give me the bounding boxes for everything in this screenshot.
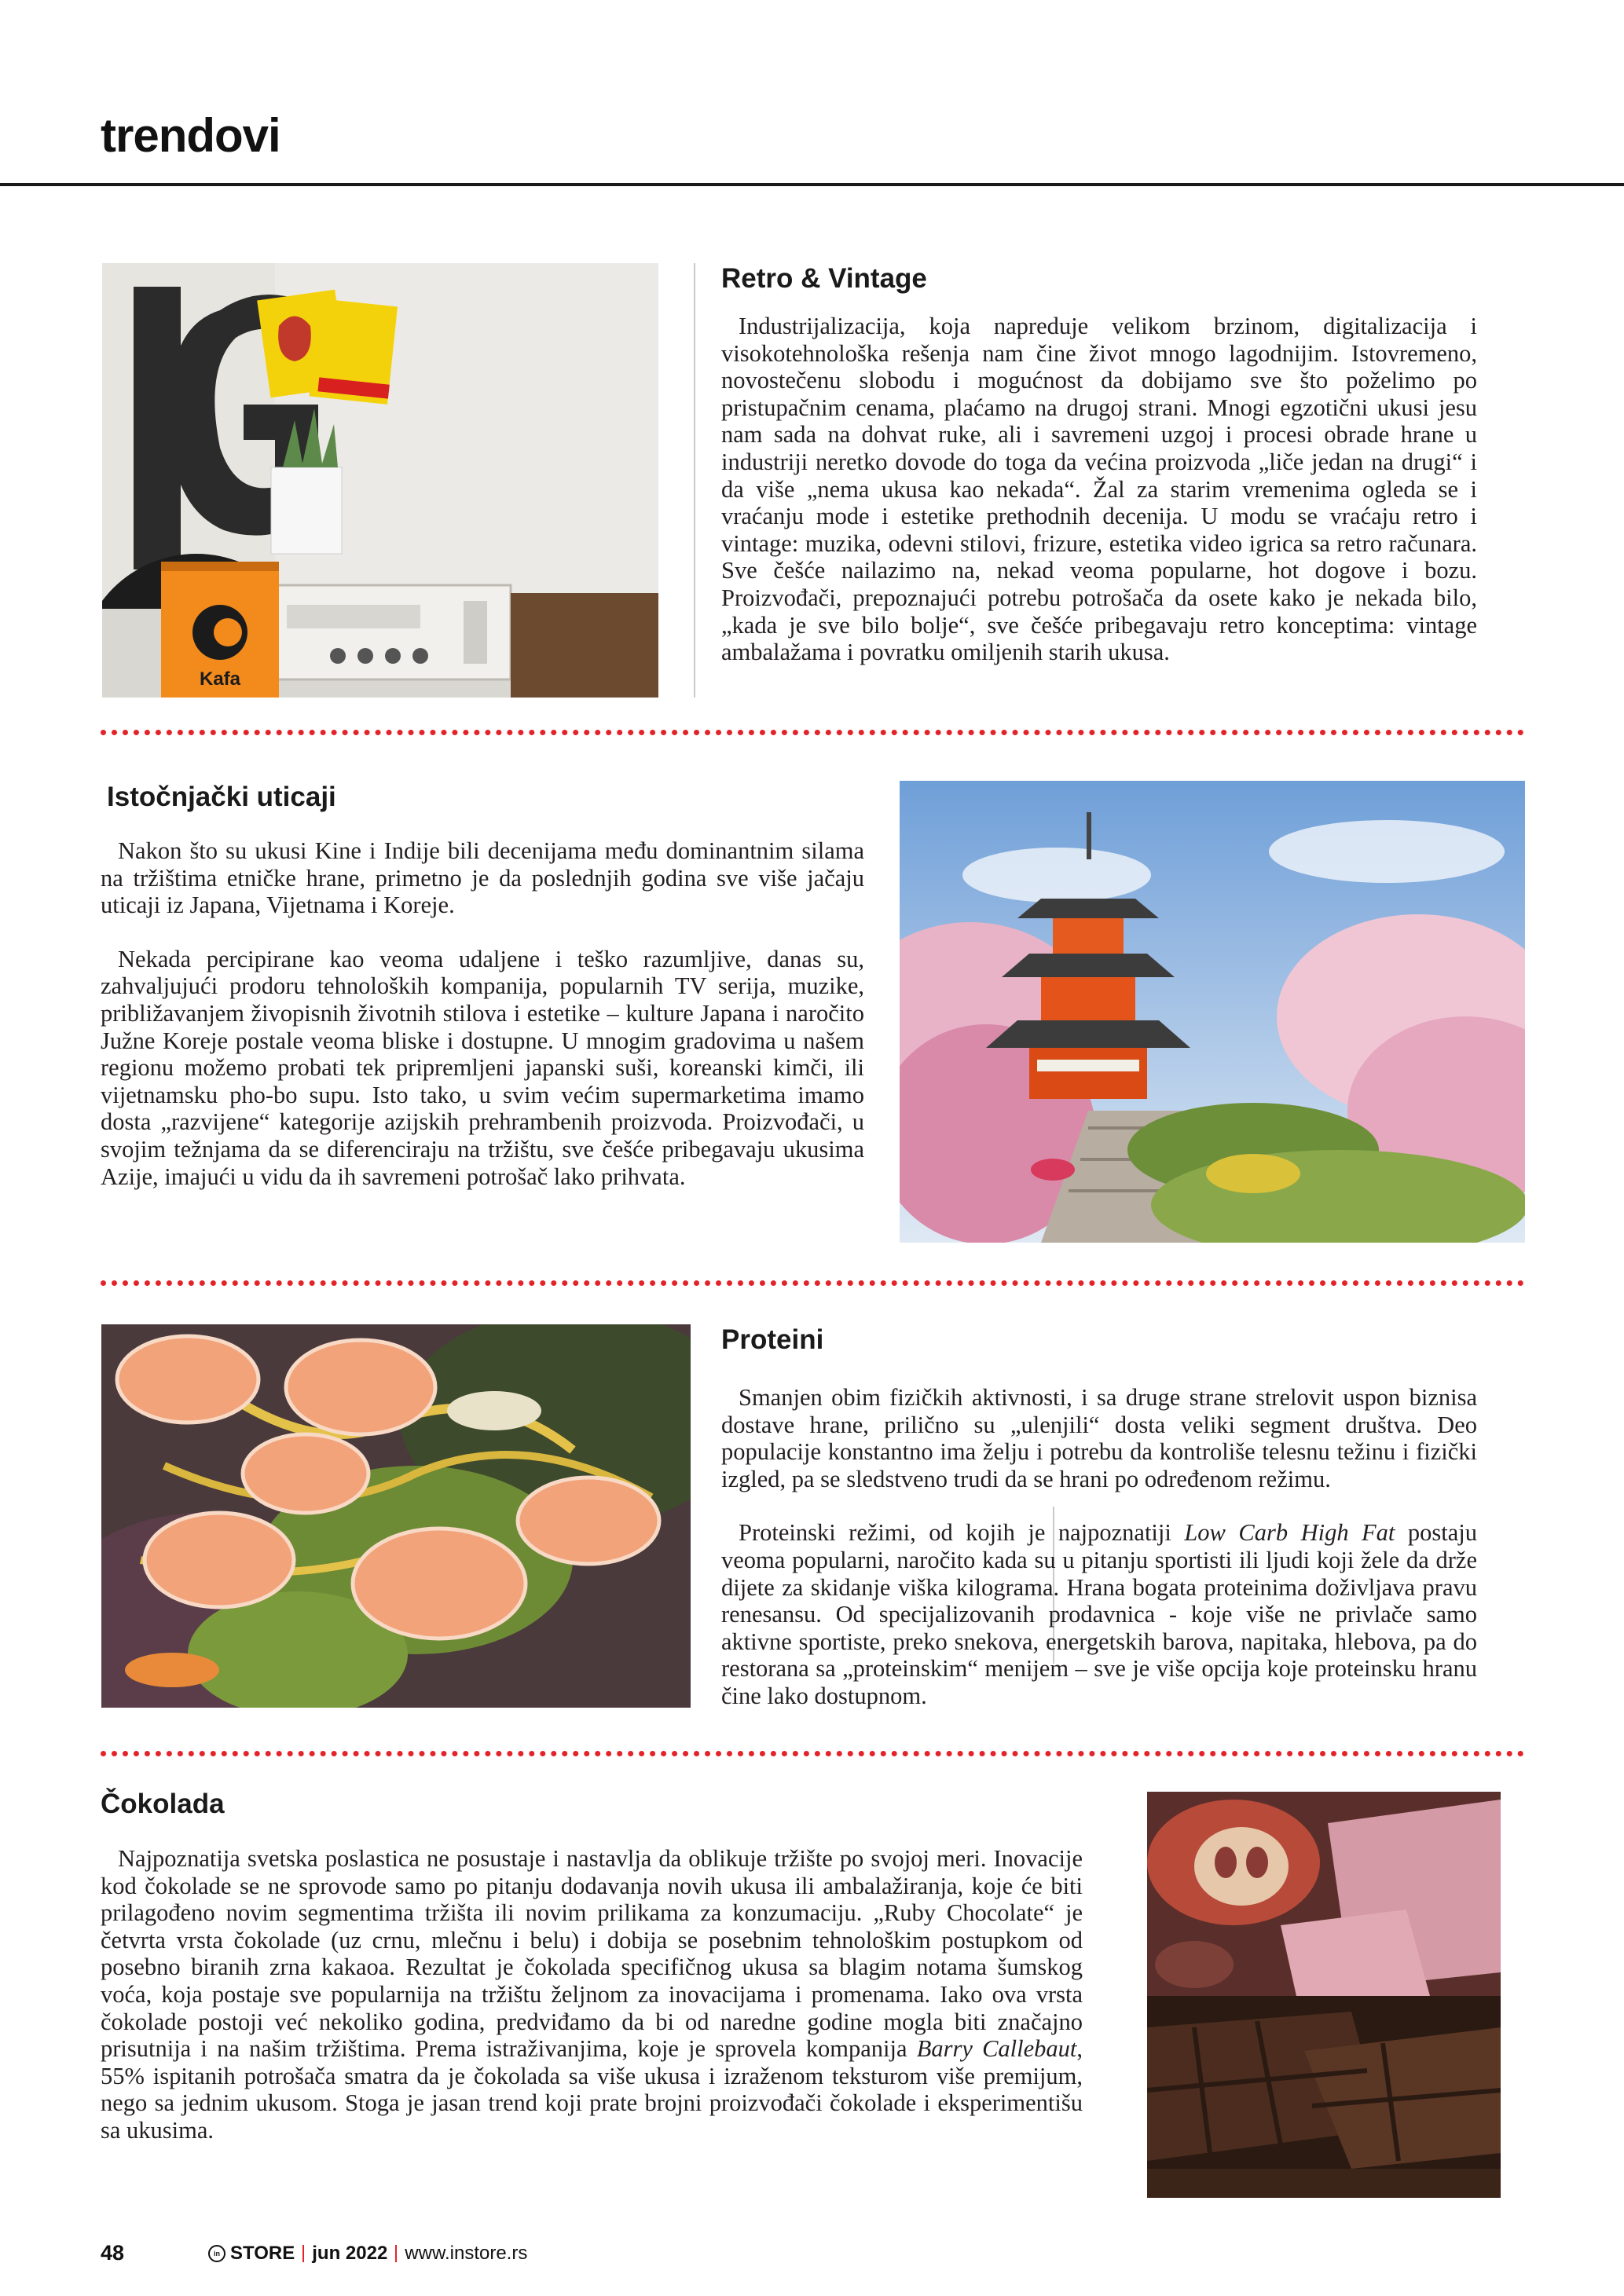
pagoda-photo (900, 781, 1525, 1243)
section-divider-3 (101, 1751, 1524, 1756)
footer-brand-name: STORE (230, 2243, 295, 2264)
footer-website[interactable]: www.instore.rs (405, 2243, 528, 2264)
eastern-paragraph-2: Nekada percipirane kao veoma udaljene i teško razumljive, danas su, zahvaljujući prodoru tehnoloških kompanija, popularnih TV serija, muzike, približavanjem živopisnih životnih stilova i estetike – kulture Japana i naročito Južne Koreje postale veoma bliske i dostupne. U mnogim gradovima u našem regionu možemo probati tek pripremljeni japanski suši, koreanski kimči, ili vijetnamsku pho-bo supu. Isto tako, u svim većim supermarketima imamo dosta „razvijene“ kategorije azijskih prehrambenih proizvoda. Proizvođači, u svojim težnjama da se diferenciraju na tržištu, sve češće pribegavaju ukusima Azije, imajući u vidu da ih savremeni potrošač lako prihvata. (101, 945, 864, 1190)
chocolate-p1-italic: Barry Callebaut (916, 2035, 1077, 2063)
chocolate-p1-before: Najpoznatija svetska poslastica ne posustaje i nastavlja da oblikuje tržište po svojoj meri. Inovacije kod čokolade se ne sprovode samo po pitanju dodavanja novih ukusa ili ambalažiranja, koje će biti prilagođeno novim segmentima tržišta ili novim prilikama za konzumaciju. „Ruby Chocolate“ je četvrta vrsta čokolade (uz crnu, mlečnu i belu) i dobija se posebnim tehnološkim postupkom od posebno biranih zrna kakaoa. Rezultat je čokolada specifičnog ukusa sa blagim notama šumskog voća, koja postaje sve popularnija na tržištu željnom za inovacijama i promenama. Iako ova vrsta čokolade postoji već nekoliko godina, predviđamo da bi od naredne godine mogla biti značajno prisutnija i na našim tržištima. Prema istraživanjima, koje je sprovela kompanija (101, 1845, 1083, 2063)
shrimp-salad-photo (101, 1324, 691, 1708)
eastern-title: Istočnjački uticaji (107, 782, 336, 812)
proteins-p2-after: postaju veoma popularni, naročito kada su u pitanju sportisti ili ljudi koji žele da drže dijete za skidanje viška kilograma. Hrana bogata proteinima doživljava pravu renesansu. Od specijalizovanih prodavnica - koje više ne privlače samo aktivne sportiste, preko snekova, energetskih barova, napitaka, hlebova, pa do restorana sa „proteinskim“ menijem – sve je više opcija koje proteinsku hranu čine lako dostupnom. (721, 1519, 1477, 1709)
page-number: 48 (101, 2241, 125, 2265)
chocolate-p1-after: , 55% ispitanih potrošača smatra da je čokolada sa više ukusa i izraženom teksturom više premijum, nego sa jednim ukusom. Stoga je jasan trend koji prate brojni proizvođači čokolade i eksperimentišu sa ukusima. (101, 2035, 1083, 2144)
chocolate-paragraph-1 (101, 1845, 1083, 2144)
eastern-paragraph-1: Nakon što su ukusi Kine i Indije bili decenijama među dominantnim silama na tržištima etničke hrane, primetno je da poslednjih godina sve više jačaju uticaji iz Japana, Vijetnama i Koreje. (101, 837, 864, 919)
retro-title: Retro & Vintage (721, 263, 927, 294)
footer-separator-2 (395, 2245, 397, 2262)
retro-shelf-photo (102, 263, 658, 698)
eastern-body (101, 837, 864, 1217)
proteins-p2-before: Proteinski režimi, od kojih je najpoznatiji (739, 1519, 1185, 1547)
proteins-title: Proteini (721, 1324, 824, 1355)
footer-separator (302, 2245, 304, 2262)
proteins-paragraph-1: Smanjen obim fizičkih aktivnosti, i sa druge strane strelovit uspon biznisa dostave hrane, prilično su „ulenjili“ dosta veliki segment društva. Deo populacije konstantno ima želju i potrebu da kontroliše telesnu težinu i fizički izgled, pa se sledstveno trudi da se hrani po određenom režimu. (721, 1384, 1477, 1492)
svg-text:Kafa: Kafa (199, 668, 241, 690)
proteins-paragraph-2 (721, 1519, 1477, 1709)
section-label: trendovi (101, 109, 280, 162)
chocolate-photo (1147, 1792, 1501, 2198)
chocolate-title: Čokolada (101, 1789, 225, 1819)
footer-issue: jun 2022 (312, 2243, 388, 2264)
footer-brand (208, 2243, 527, 2265)
retro-body (721, 313, 1477, 693)
proteins-body (721, 1384, 1477, 1737)
retro-paragraph-1: Industrijalizacija, koja napreduje velikom brzinom, digitalizacija i visokotehnološka rešenja nam čine život mnogo lagodnijim. Istovremeno, novostečenu slobodu i mogućnost da dobijamo sve što poželimo po pristupačnim cenama, plaćamo na drugoj strani. Mnogi egzotični ukusi jesu nam sada na dohvat ruke, ali i savremeni uzgoj i procesi obrade hrane u industriji neretko dovode do toga da većina proizvoda „liče jedan na drugi“ i da više „nema ukusa kao nekada“. Žal za starim vremenima ogleda se i vraćanju mode i estetike prethodnih decenija. U modu se vraćaju retro i vintage: muzika, odevni stilovi, frizure, estetika video igrica sa retro računara. Sve češće nailazimo na, nekad veoma popularne, hot dogove i bozu. Proizvođači, prepoznajući potrebu potrošača da osete kako je nekada bilo, „kada je sve bilo bolje“, sve češće pribegavaju retro konceptima: vintage ambalažama i povratku omiljenih starih ukusa. (721, 313, 1477, 666)
chocolate-body (101, 1845, 1083, 2171)
header-rule (0, 183, 1624, 186)
proteins-p2-italic: Low Carb High Fat (1184, 1519, 1395, 1547)
section-divider-1 (101, 730, 1524, 735)
section-divider-2 (101, 1280, 1524, 1286)
retro-divider-line (694, 263, 695, 698)
brand-logo-icon: in (208, 2245, 225, 2262)
